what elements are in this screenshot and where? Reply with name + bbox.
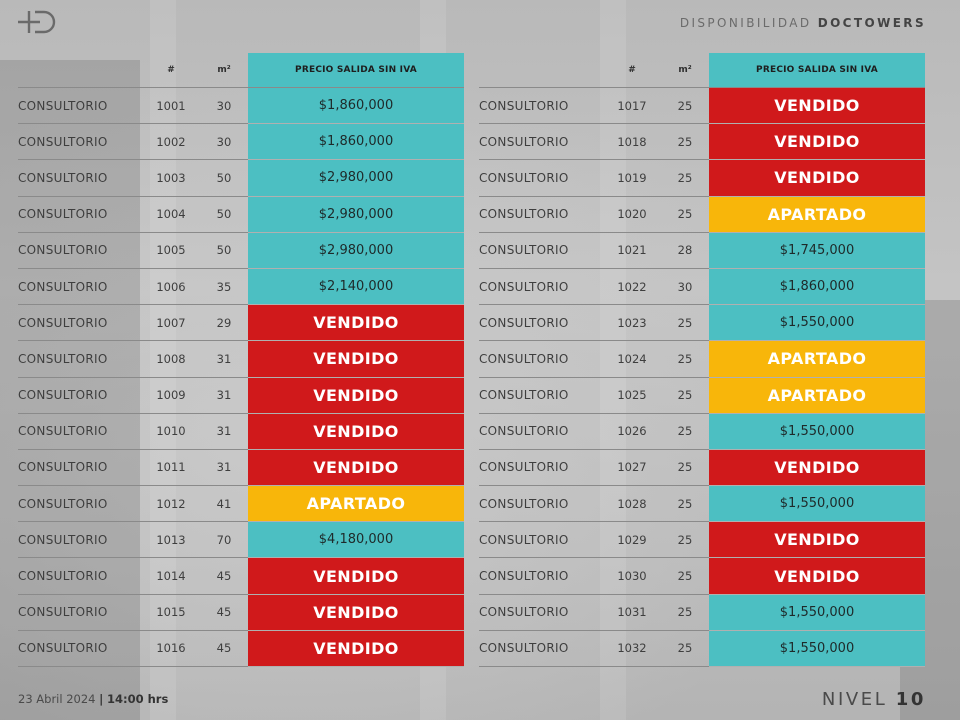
status-badge: VENDIDO [248, 558, 464, 594]
unit-number: 1024 [603, 341, 661, 377]
unit-type: CONSULTORIO [18, 522, 142, 558]
unit-number: 1030 [603, 558, 661, 594]
price-cell: $1,860,000 [709, 268, 925, 304]
unit-number: 1014 [142, 558, 200, 594]
unit-area: 25 [661, 522, 709, 558]
unit-number: 1003 [142, 160, 200, 196]
table-header [479, 53, 925, 88]
table-row [18, 377, 464, 413]
unit-area: 31 [200, 449, 248, 485]
unit-number: 1027 [603, 449, 661, 485]
unit-area: 50 [200, 196, 248, 232]
unit-area: 25 [661, 160, 709, 196]
price-cell: $1,550,000 [709, 413, 925, 449]
unit-area: 31 [200, 413, 248, 449]
unit-number: 1028 [603, 486, 661, 522]
unit-number: 1005 [142, 232, 200, 268]
separator: | [99, 692, 104, 706]
unit-area: 25 [661, 630, 709, 666]
time-text: 14:00 hrs [107, 692, 169, 706]
header-price: PRECIO SALIDA SIN IVA [709, 53, 925, 88]
availability-table-left [18, 53, 464, 667]
unit-type: CONSULTORIO [479, 196, 603, 232]
status-badge: VENDIDO [709, 88, 925, 124]
status-badge: VENDIDO [248, 377, 464, 413]
brand-logo [16, 8, 60, 36]
status-badge: VENDIDO [248, 630, 464, 666]
unit-type: CONSULTORIO [18, 196, 142, 232]
unit-area: 25 [661, 413, 709, 449]
table-row [18, 124, 464, 160]
header-area: m² [217, 65, 231, 75]
unit-type: CONSULTORIO [18, 594, 142, 630]
unit-type: CONSULTORIO [479, 341, 603, 377]
unit-area: 29 [200, 305, 248, 341]
table-row [479, 522, 925, 558]
level-indicator [822, 689, 926, 710]
unit-area: 28 [661, 232, 709, 268]
unit-number: 1007 [142, 305, 200, 341]
table-row [18, 305, 464, 341]
unit-number: 1004 [142, 196, 200, 232]
unit-type: CONSULTORIO [18, 232, 142, 268]
unit-area: 70 [200, 522, 248, 558]
price-cell: $1,550,000 [709, 486, 925, 522]
status-badge: VENDIDO [248, 305, 464, 341]
table-row [479, 630, 925, 666]
unit-area: 45 [200, 558, 248, 594]
unit-area: 25 [661, 558, 709, 594]
table-row [18, 630, 464, 666]
status-badge: VENDIDO [248, 449, 464, 485]
unit-area: 35 [200, 268, 248, 304]
table-row [18, 341, 464, 377]
table-row [479, 594, 925, 630]
unit-number: 1008 [142, 341, 200, 377]
table-row [479, 88, 925, 124]
unit-number: 1018 [603, 124, 661, 160]
table-row [479, 341, 925, 377]
level-number: 10 [895, 689, 926, 710]
header-area: m² [678, 65, 692, 75]
date-text: 23 Abril 2024 [18, 692, 96, 706]
unit-number: 1013 [142, 522, 200, 558]
unit-number: 1011 [142, 449, 200, 485]
unit-type: CONSULTORIO [479, 160, 603, 196]
status-badge: VENDIDO [248, 594, 464, 630]
price-cell: $1,550,000 [709, 305, 925, 341]
table-row [479, 558, 925, 594]
unit-type: CONSULTORIO [18, 449, 142, 485]
status-badge: APARTADO [709, 377, 925, 413]
price-cell: $2,980,000 [248, 196, 464, 232]
unit-area: 30 [200, 88, 248, 124]
table-row [479, 196, 925, 232]
unit-area: 30 [200, 124, 248, 160]
status-badge: VENDIDO [709, 558, 925, 594]
unit-area: 41 [200, 486, 248, 522]
table-row [479, 124, 925, 160]
unit-area: 45 [200, 630, 248, 666]
availability-table-right [479, 53, 925, 667]
unit-number: 1002 [142, 124, 200, 160]
table-row [18, 232, 464, 268]
unit-number: 1001 [142, 88, 200, 124]
price-cell: $1,550,000 [709, 630, 925, 666]
table-row [18, 594, 464, 630]
price-cell: $2,140,000 [248, 268, 464, 304]
status-badge: VENDIDO [709, 124, 925, 160]
unit-number: 1029 [603, 522, 661, 558]
unit-type: CONSULTORIO [18, 305, 142, 341]
price-cell: $1,745,000 [709, 232, 925, 268]
unit-area: 30 [661, 268, 709, 304]
unit-type: CONSULTORIO [18, 341, 142, 377]
unit-area: 50 [200, 160, 248, 196]
header-type [479, 53, 603, 88]
table-row [479, 449, 925, 485]
unit-type: CONSULTORIO [479, 594, 603, 630]
unit-area: 25 [661, 594, 709, 630]
price-cell: $1,860,000 [248, 88, 464, 124]
unit-number: 1006 [142, 268, 200, 304]
unit-type: CONSULTORIO [18, 558, 142, 594]
unit-number: 1015 [142, 594, 200, 630]
page-title [680, 16, 926, 30]
unit-type: CONSULTORIO [18, 88, 142, 124]
unit-number: 1017 [603, 88, 661, 124]
table-row [479, 232, 925, 268]
unit-type: CONSULTORIO [479, 268, 603, 304]
level-label: NIVEL [821, 689, 888, 710]
status-badge: VENDIDO [248, 341, 464, 377]
unit-type: CONSULTORIO [479, 88, 603, 124]
title-brand: DOCTOWERS [817, 16, 926, 30]
footer-date [18, 692, 168, 706]
table-row [479, 160, 925, 196]
unit-type: CONSULTORIO [479, 630, 603, 666]
price-cell: $2,980,000 [248, 160, 464, 196]
unit-type: CONSULTORIO [479, 124, 603, 160]
unit-area: 25 [661, 305, 709, 341]
price-cell: $1,860,000 [248, 124, 464, 160]
unit-type: CONSULTORIO [479, 305, 603, 341]
title-prefix: DISPONIBILIDAD [679, 16, 812, 30]
unit-number: 1022 [603, 268, 661, 304]
unit-area: 25 [661, 196, 709, 232]
price-cell: $1,550,000 [709, 594, 925, 630]
unit-type: CONSULTORIO [18, 486, 142, 522]
header-number: # [628, 65, 636, 75]
header-price: PRECIO SALIDA SIN IVA [248, 53, 464, 88]
status-badge: VENDIDO [709, 160, 925, 196]
unit-type: CONSULTORIO [479, 413, 603, 449]
unit-type: CONSULTORIO [479, 377, 603, 413]
unit-area: 31 [200, 341, 248, 377]
table-row [18, 413, 464, 449]
unit-type: CONSULTORIO [479, 558, 603, 594]
table-row [479, 377, 925, 413]
unit-number: 1023 [603, 305, 661, 341]
unit-type: CONSULTORIO [18, 268, 142, 304]
table-header [18, 53, 464, 88]
table-row [18, 196, 464, 232]
table-row [18, 449, 464, 485]
unit-number: 1026 [603, 413, 661, 449]
price-cell: $2,980,000 [248, 232, 464, 268]
unit-type: CONSULTORIO [479, 522, 603, 558]
unit-area: 25 [661, 377, 709, 413]
unit-type: CONSULTORIO [479, 449, 603, 485]
table-row [18, 160, 464, 196]
table-row [18, 268, 464, 304]
status-badge: VENDIDO [709, 522, 925, 558]
table-row [479, 413, 925, 449]
table-row [18, 486, 464, 522]
status-badge: APARTADO [248, 486, 464, 522]
table-row [18, 558, 464, 594]
table-row [18, 88, 464, 124]
unit-type: CONSULTORIO [479, 232, 603, 268]
table-row [479, 305, 925, 341]
unit-area: 25 [661, 88, 709, 124]
unit-area: 25 [661, 449, 709, 485]
status-badge: APARTADO [709, 196, 925, 232]
unit-type: CONSULTORIO [18, 124, 142, 160]
unit-area: 25 [661, 124, 709, 160]
unit-number: 1009 [142, 377, 200, 413]
table-row [18, 522, 464, 558]
header-number: # [167, 65, 175, 75]
unit-area: 45 [200, 594, 248, 630]
header-type [18, 53, 142, 88]
unit-type: CONSULTORIO [479, 486, 603, 522]
unit-number: 1032 [603, 630, 661, 666]
unit-number: 1025 [603, 377, 661, 413]
unit-area: 50 [200, 232, 248, 268]
unit-type: CONSULTORIO [18, 630, 142, 666]
unit-number: 1016 [142, 630, 200, 666]
status-badge: VENDIDO [248, 413, 464, 449]
table-row [479, 486, 925, 522]
unit-area: 31 [200, 377, 248, 413]
status-badge: APARTADO [709, 341, 925, 377]
price-cell: $4,180,000 [248, 522, 464, 558]
unit-number: 1020 [603, 196, 661, 232]
status-badge: VENDIDO [709, 449, 925, 485]
unit-area: 25 [661, 486, 709, 522]
table-row [479, 268, 925, 304]
unit-number: 1012 [142, 486, 200, 522]
unit-type: CONSULTORIO [18, 413, 142, 449]
unit-area: 25 [661, 341, 709, 377]
unit-number: 1010 [142, 413, 200, 449]
unit-type: CONSULTORIO [18, 160, 142, 196]
unit-number: 1031 [603, 594, 661, 630]
unit-type: CONSULTORIO [18, 377, 142, 413]
unit-number: 1021 [603, 232, 661, 268]
unit-number: 1019 [603, 160, 661, 196]
